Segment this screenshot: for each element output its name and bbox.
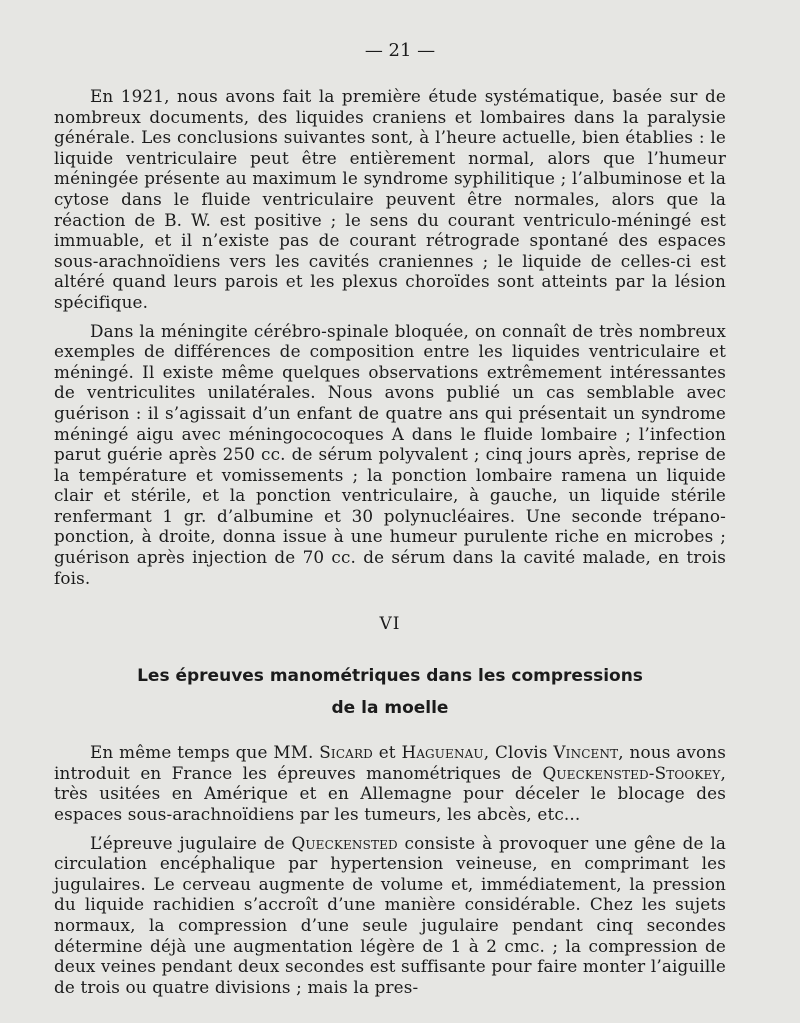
paragraph-4-text-2: consiste à provoquer une gêne de la circulation encéphalique par hypertension veineuse, en comprimant les jugulaires. Le cerveau augmente de volume et, immédiatement, la pression du liquide rachidien s’accroît d’une manière considérable. Chez les sujets normaux, la compression d’une seule jugulaire pendant cinq secondes détermine déjà une augmentation légère de 1 à 2 cmc. ; la compression de deux veines pendant deux secondes est suffisante pour faire monter l’aiguille de trois ou quatre divisions ; mais la pres- <box>54 832 726 997</box>
paragraph-4-text-1: L’épreuve jugulaire de <box>90 832 292 853</box>
author-name-queckensted-stookey: Queckensted-Stookey <box>542 762 721 783</box>
section-title-line-2: de la moelle <box>331 698 449 719</box>
paragraph-3-text-1: En même temps que MM. <box>90 742 320 763</box>
section-numeral: VI <box>379 614 401 635</box>
paragraph-1: En 1921, nous avons fait la première étude systématique, basée sur de nombreux documents, des liquides craniens et lombaires dans la paralysie générale. Les conclusions suivantes sont, à l’heure actuelle, bien établies : le liquide ventriculaire peut être entièrement normal, alors que l’humeur méningée présente au maximum le syndrome syphilitique ; l’albuminose et la cytose dans le fluide ventriculaire peuvent être normales, alors que la réaction de B. W. est positive ; le sens du courant ventriculo-méningé est immuable, et il n’existe pas de courant rétrograde spontané des espaces sous-arachnoïdiens vers les cavités craniennes ; le liquide de celles-ci est altéré quand leurs parois et les plexus choroïdes sont atteints par la lésion spécifique. <box>54 86 726 312</box>
paragraph-3-text-5: , très usitées en Amérique et en Allemagne pour déceler le blocage des espaces sous-arachnoïdiens par les tumeurs, les abcès, etc... <box>54 762 726 825</box>
author-name-queckensted: Queckensted <box>291 832 398 853</box>
author-name-sicard: Sicard <box>319 742 373 763</box>
paragraph-3-text-3: , Clovis <box>483 742 554 763</box>
paragraph-3-text-4: , nous avons introduit en France les épreuves manométriques de <box>54 742 726 783</box>
section-title-line-1: Les épreuves manométriques dans les compressions <box>137 666 643 687</box>
paragraph-4 <box>54 833 726 998</box>
author-name-haguenau: Haguenau <box>401 742 484 763</box>
body-text <box>54 86 726 997</box>
paragraph-3-text-2: et <box>372 742 402 763</box>
author-name-vincent: Vincent <box>553 742 619 763</box>
paragraph-2: Dans la méningite cérébro-spinale bloquée, on connaît de très nombreux exemples de différences de composition entre les liquides ventriculaire et méningé. Il existe même quelques observations extrêmement intéressantes de ventriculites unilatérales. Nous avons publié un cas semblable avec guérison : il s’agissait d’un enfant de quatre ans qui présentait un syndrome méningé aigu avec méningococoques A dans le fluide lombaire ; l’infection parut guérie après 250 cc. de sérum polyvalent ; cinq jours après, reprise de la température et vomissements ; la ponction lombaire ramena un liquide clair et stérile, et la ponction ventriculaire, à gauche, un liquide stérile renfermant 1 gr. d’albumine et 30 polynucléaires. Une seconde trépano-ponction, à droite, donna issue à une humeur purulente riche en microbes ; guérison après injection de 70 cc. de sérum dans la cavité malade, en trois fois. <box>54 320 726 588</box>
paragraph-3 <box>54 742 726 824</box>
section-title <box>54 660 726 724</box>
page-number: — 21 — <box>364 40 436 61</box>
